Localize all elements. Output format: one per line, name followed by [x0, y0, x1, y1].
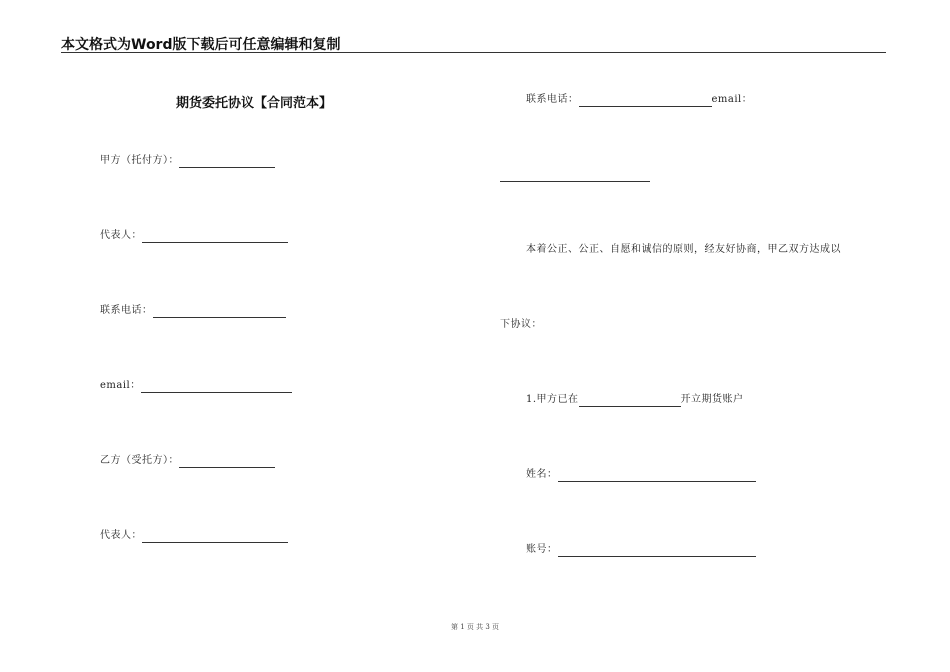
page-number: 第 1 页 共 3 页	[450, 623, 500, 631]
party-a-label: 甲方（托付方）：	[100, 155, 179, 166]
party-b-email-row	[500, 168, 650, 182]
party-a-phone-blank	[153, 306, 286, 318]
party-a-email-row	[100, 379, 292, 393]
party-b-phone-blank	[579, 95, 712, 107]
party-b-email-blank	[500, 170, 650, 182]
party-b-phone-label: 联系电话：	[526, 94, 579, 105]
party-b-label: 乙方（受托方）：	[100, 455, 179, 466]
party-a-email-label: email：	[100, 380, 141, 391]
party-b-representative-blank	[142, 531, 288, 543]
account-label: 账号：	[526, 544, 558, 555]
party-a-blank	[179, 156, 275, 168]
intro-paragraph-line2: 下协议：	[500, 319, 542, 330]
document-title: 期货委托协议【合同范本】	[176, 96, 333, 111]
party-b-blank	[179, 456, 275, 468]
party-b-contact-row	[526, 93, 752, 107]
party-a-representative-label: 代表人：	[100, 230, 142, 241]
account-blank	[558, 545, 756, 557]
party-a-email-blank	[141, 381, 292, 393]
clause-1-prefix: 1.甲方已在	[526, 394, 579, 405]
party-a-representative-blank	[142, 231, 288, 243]
party-a-phone-row	[100, 304, 286, 318]
header-divider	[61, 52, 886, 53]
clause-1-blank	[579, 395, 681, 407]
account-row	[526, 543, 756, 557]
party-b-email-label: email：	[711, 94, 753, 105]
party-a-phone-label: 联系电话：	[100, 305, 153, 316]
party-b-representative-row	[100, 529, 288, 543]
party-a-representative-row	[100, 229, 288, 243]
name-row	[526, 468, 756, 482]
clause-1-suffix: 开立期货账户	[680, 394, 744, 405]
party-a-row	[100, 154, 275, 168]
party-b-representative-label: 代表人：	[100, 530, 142, 541]
party-b-row	[100, 454, 275, 468]
header-title: 本文格式为Word版下载后可任意编辑和复制	[61, 37, 341, 53]
clause-1-row	[526, 393, 744, 407]
name-blank	[558, 470, 756, 482]
intro-paragraph-line1: 本着公正、公正、自愿和诚信的原则，经友好协商，甲乙双方达成以	[526, 244, 841, 255]
name-label: 姓名：	[526, 469, 558, 480]
